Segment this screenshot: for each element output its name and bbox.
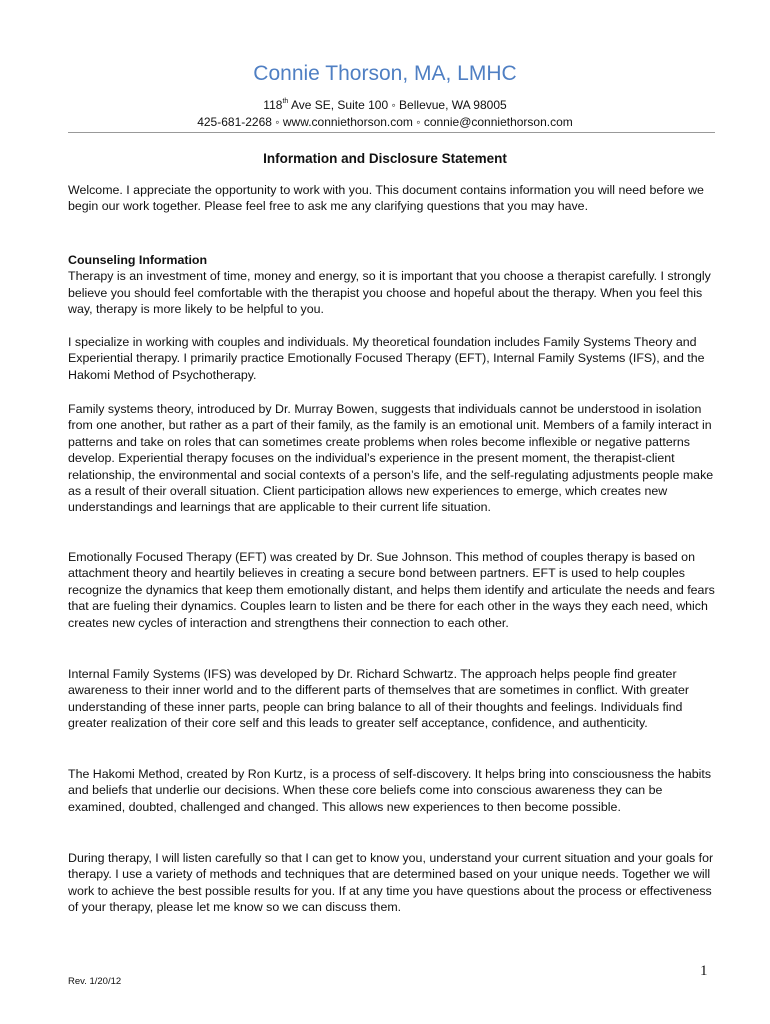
header-divider [68,132,715,133]
page-number: 1 [700,963,708,979]
counseling-intro-paragraph: Therapy is an investment of time, money and energy, so it is important that you choose a therapist carefully. I strongly believe you should feel comfortable with the therapist you choose and hopeful about the therapy. When you feel this way, therapy is more likely to be helpful to you. [68,269,711,317]
ifs-paragraph: Internal Family Systems (IFS) was developed by Dr. Richard Schwartz. The approach helps people find greater awareness to their inner world and to the different parts of themselves that are sometimes in conflict. With greater understanding of these inner parts, people can bring balance to all of their thoughts and feelings. Individuals find greater realization of their core self and this leads to greater self acceptance, confidence, and authenticity. [68,667,689,731]
document-title: Information and Disclosure Statement [263,151,507,166]
specialization-paragraph: I specialize in working with couples and individuals. My theoretical foundation includes Family Systems Theory and Experiential therapy. I primarily practice Emotionally Focused Therapy (EFT), Internal Family Systems (IFS), and the Hakomi Method of Psychotherapy. [68,335,705,382]
practitioner-name: Connie Thorson, MA, LMHC [253,62,517,85]
address-rest: Ave SE, Suite 100 ◦ Bellevue, WA 98005 [288,98,507,112]
contact-line: 425-681-2268 ◦ www.conniethorson.com ◦ connie@conniethorson.com [197,115,573,129]
family-systems-paragraph: Family systems theory, introduced by Dr. Murray Bowen, suggests that individuals cannot be understood in isolation from one another, but rather as a part of their family, as the family is an emotional unit. Members of a family interact in patterns and take on roles that can sometimes create problems when roles become inflexible or negative patterns develop. Experiential therapy focuses on the individual’s experience in the present moment, the therapist-client relationship, the environmental and social contexts of a person’s life, and the self-regulating adjustments people make as a result of their overall situation. Client participation allows new experiences to emerge, which creates new understandings and learnings that are applicable to their current life situation. [68,402,714,515]
address-suffix: th [282,98,289,105]
address-number: 118 [263,98,283,112]
section-heading: Counseling Information [68,253,208,267]
hakomi-paragraph: The Hakomi Method, created by Ron Kurtz, is a process of self-discovery. It helps bring into consciousness the habits and beliefs that underlie our decisions. When these core beliefs come into conscious awareness they can be examined, doubted, challenged and changed. This allows new experiences to then become possible. [68,767,712,814]
address-line [0,98,770,112]
revision-label: Rev. 1/20/12 [68,976,122,987]
counseling-section [68,252,718,318]
welcome-paragraph: Welcome. I appreciate the opportunity to work with you. This document contains information you will need before we begin our work together. Please feel free to ask me any clarifying questions that you may have. [68,183,704,214]
eft-paragraph: Emotionally Focused Therapy (EFT) was created by Dr. Sue Johnson. This method of couples therapy is based on attachment theory and heartily believes in creating a secure bond between partners. EFT is used to help couples recognize the dynamics that keep them emotionally distant, and helps them identify and articulate the needs and fears that are fueling their dynamics. Couples learn to listen and be there for each other in the ways they each need, which creates new cycles of interaction and strengthens their connection to each other. [68,550,715,630]
during-therapy-paragraph: During therapy, I will listen carefully so that I can get to know you, understand your current situation and your goals for therapy. I use a variety of methods and techniques that are determined based on your unique needs. Together we will work to achieve the best possible results for you. If at any time you have questions about the process or effectiveness of your therapy, please let me know so we can discuss them. [68,851,714,915]
